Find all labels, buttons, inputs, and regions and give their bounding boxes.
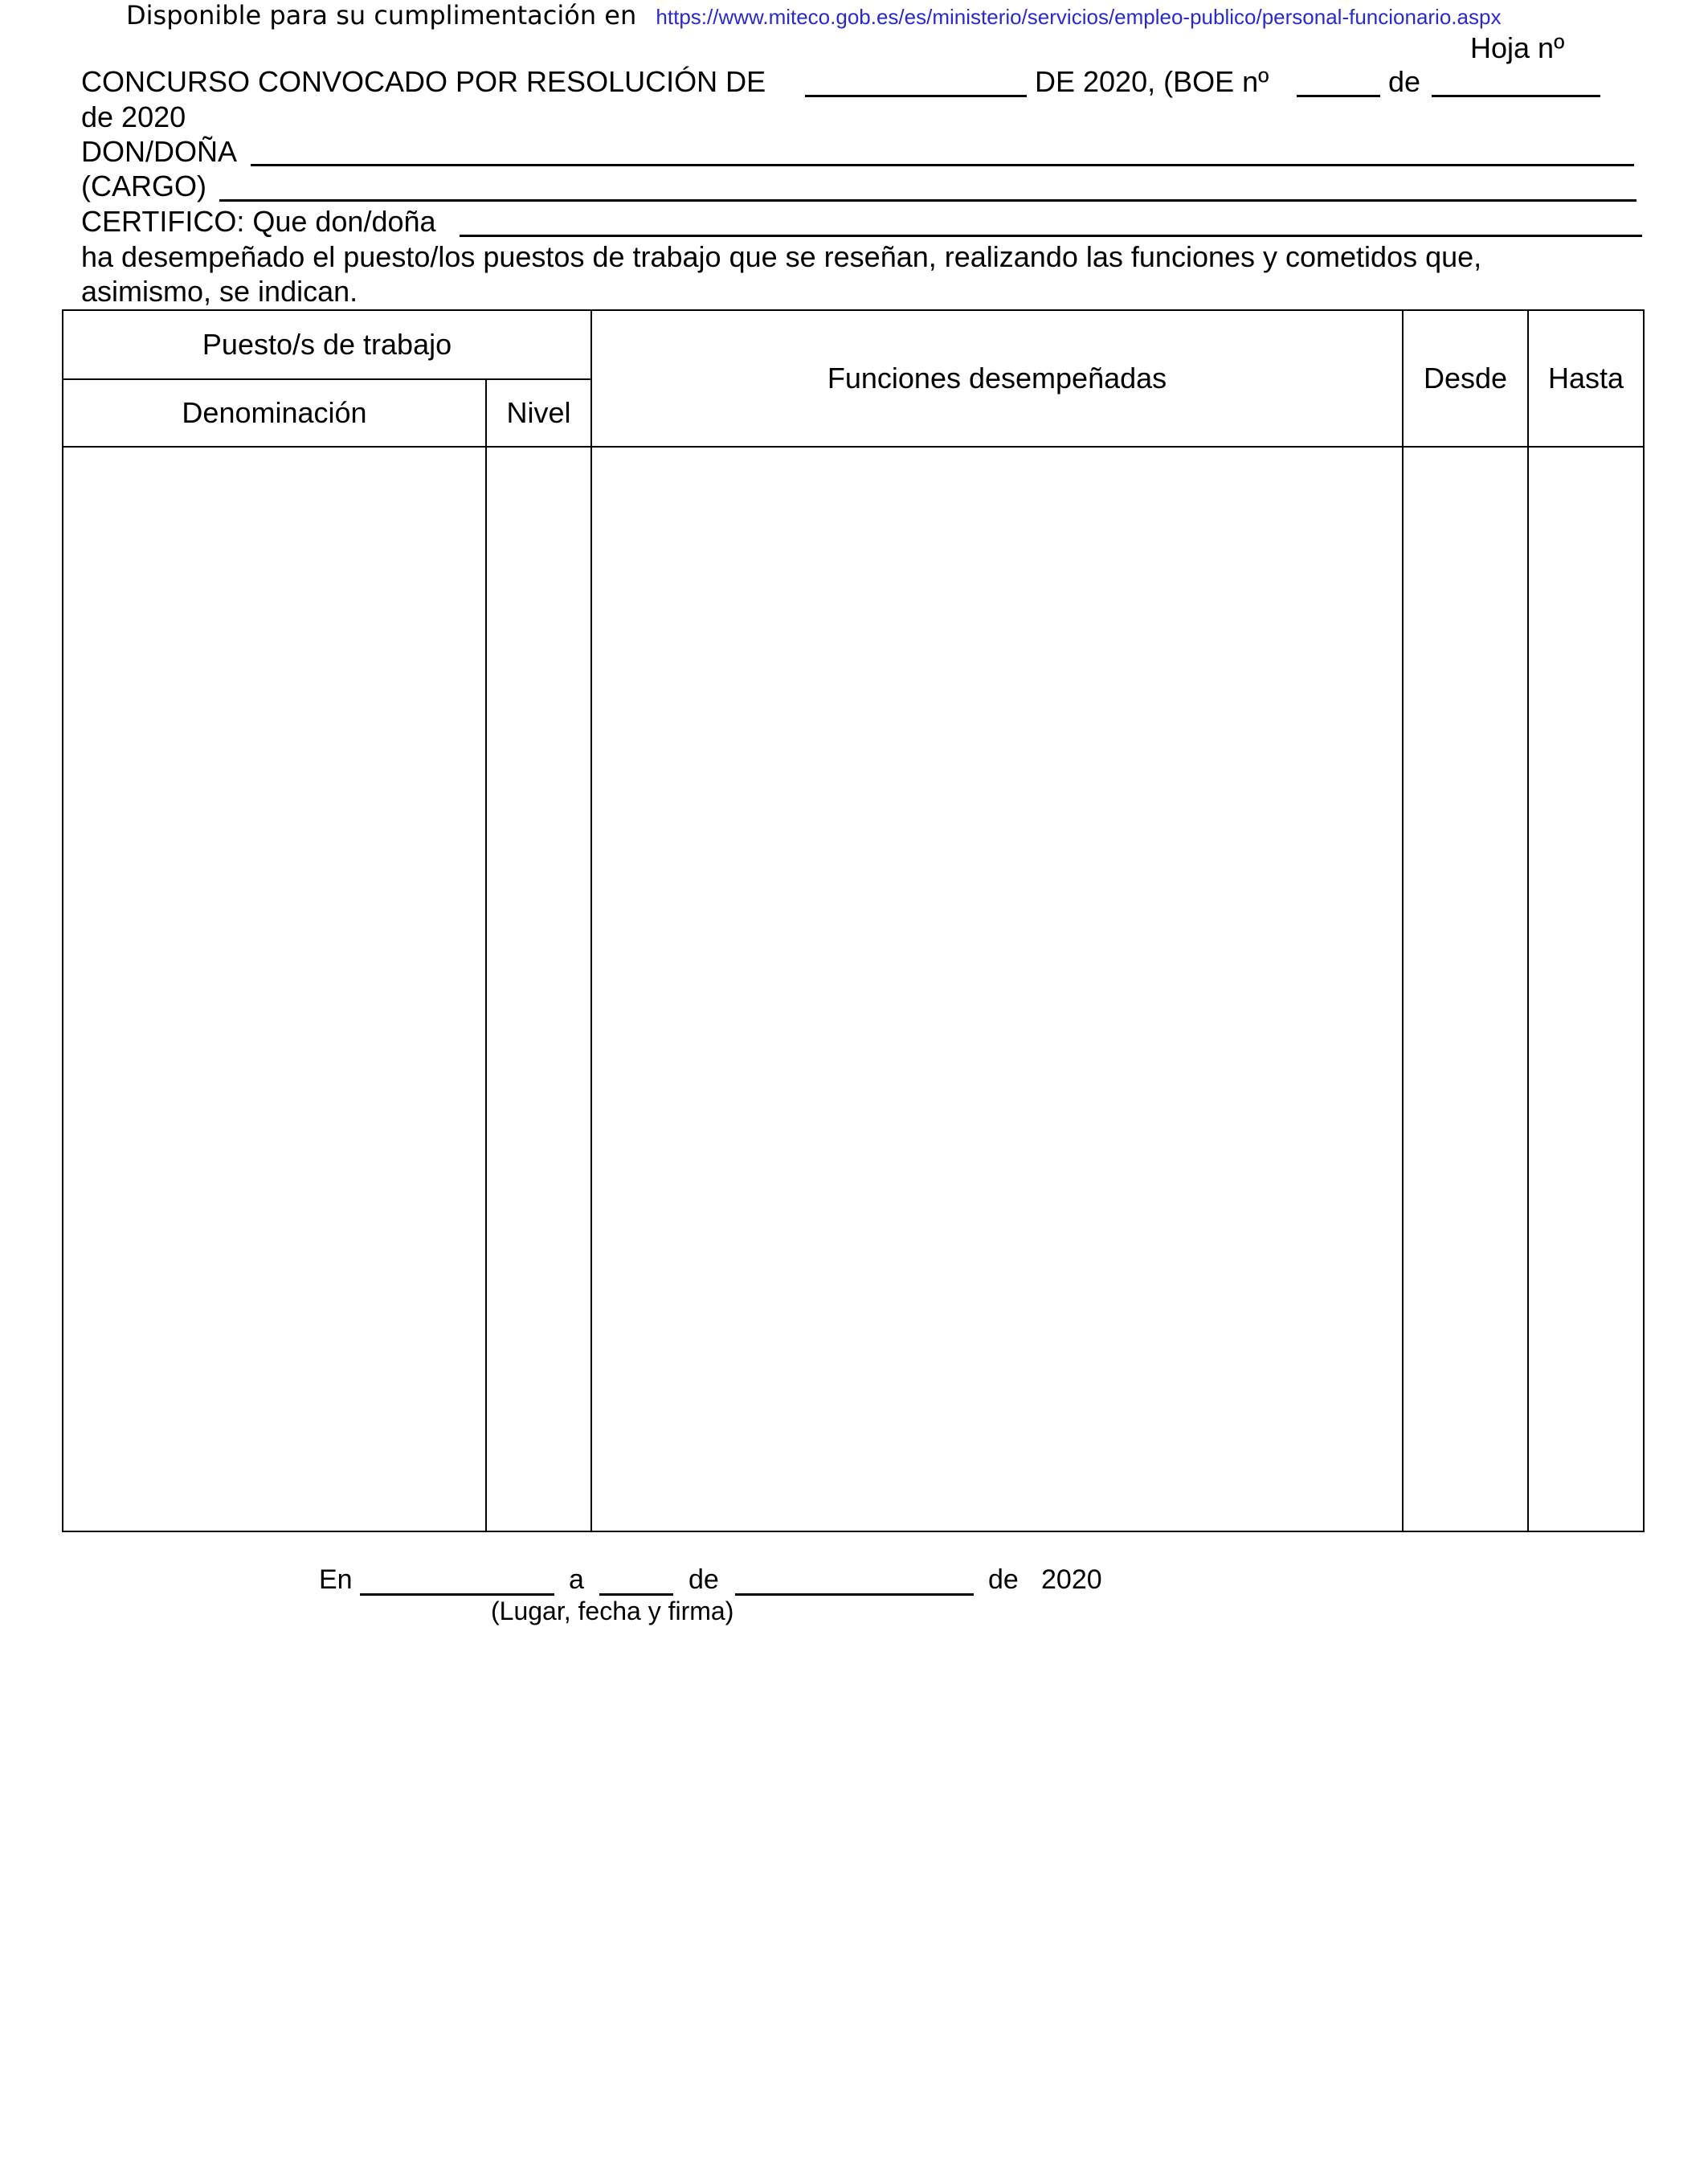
day-field[interactable]	[599, 1593, 673, 1596]
concurso-de-text: de	[1388, 65, 1421, 98]
funciones-cell[interactable]	[591, 447, 1403, 1531]
cargo-label: (CARGO)	[81, 170, 206, 202]
footer-en: En	[319, 1564, 353, 1595]
cargo-field[interactable]	[219, 199, 1636, 202]
don-name-field[interactable]	[251, 164, 1634, 166]
footer-a: a	[569, 1564, 584, 1595]
funciones-header: Funciones desempeñadas	[591, 310, 1403, 447]
year-line: de 2020	[81, 100, 186, 133]
footer-year: 2020	[1041, 1564, 1102, 1595]
availability-note	[126, 0, 1501, 31]
sheet-number-label: Hoja nº	[1470, 31, 1565, 64]
denominacion-cell[interactable]	[63, 447, 486, 1531]
place-field[interactable]	[360, 1593, 554, 1596]
month-field[interactable]	[735, 1593, 974, 1596]
don-label: DON/DOÑA	[81, 135, 238, 168]
desde-cell[interactable]	[1403, 447, 1528, 1531]
concurso-line	[81, 64, 766, 99]
positions-table	[62, 309, 1645, 1532]
concurso-year-text: DE 2020, (BOE nº	[1035, 65, 1269, 98]
hasta-cell[interactable]	[1528, 447, 1644, 1531]
certifico-name-field[interactable]	[460, 235, 1642, 237]
footer-de2: de	[988, 1564, 1019, 1595]
boe-number-field[interactable]	[1297, 95, 1380, 97]
hasta-header: Hasta	[1528, 310, 1644, 447]
availability-text: Disponible para su cumplimentación en	[126, 0, 637, 31]
concurso-prefix: CONCURSO CONVOCADO POR RESOLUCIÓN DE	[81, 65, 766, 98]
nivel-cell[interactable]	[486, 447, 591, 1531]
nivel-header: Nivel	[486, 379, 591, 447]
footer-de1: de	[689, 1564, 719, 1595]
body-text-line2: asimismo, se indican.	[81, 275, 358, 308]
signature-caption: (Lugar, fecha y firma)	[491, 1597, 734, 1625]
ministry-url-link[interactable]: https://www.miteco.gob.es/es/ministerio/servicios/empleo-publico/personal-funcionario.aspx	[656, 5, 1502, 29]
resolucion-date-field[interactable]	[805, 95, 1027, 97]
desde-header: Desde	[1403, 310, 1528, 447]
body-text-line1: ha desempeñado el puesto/los puestos de trabajo que se reseñan, realizando las funciones y cometidos que,	[81, 240, 1482, 273]
puestos-group-header: Puesto/s de trabajo	[63, 310, 591, 379]
boe-date-field[interactable]	[1432, 95, 1600, 97]
certifico-label: CERTIFICO: Que don/doña	[81, 205, 436, 238]
denominacion-header: Denominación	[63, 379, 486, 447]
